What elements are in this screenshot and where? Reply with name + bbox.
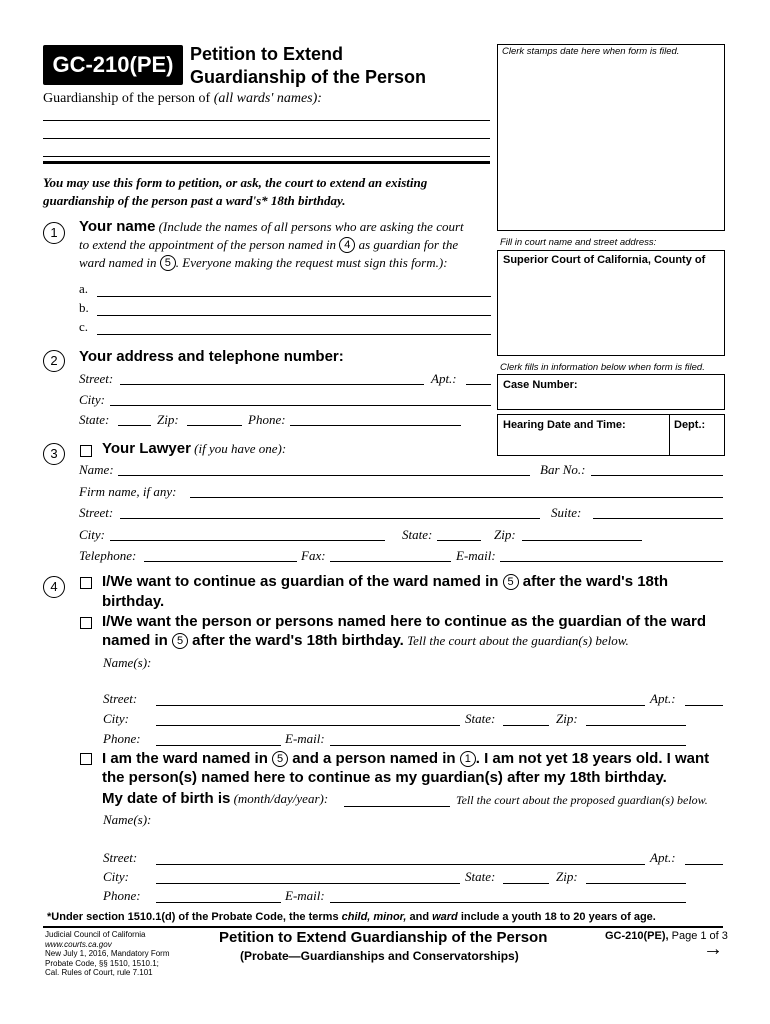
s3-fax-label: Fax: — [301, 548, 326, 563]
footnote: *Under section 1510.1(d) of the Probate Code, the terms child, minor, and ward include a youth 18 to 20 years of age. — [47, 911, 656, 923]
section-1-instruction-2: to extend the appointment of the person named in 4 as guardian for the — [79, 237, 459, 252]
opt3-phone-label: Phone: — [103, 888, 141, 903]
hearing-dept-divider — [669, 414, 670, 455]
opt3-state-label: State: — [465, 869, 496, 884]
dob-format: (month/day/year): — [230, 791, 329, 806]
option-2-text: I/We want the person or persons named here to continue as the guardian of the ward — [102, 613, 706, 630]
s3-bar-field[interactable] — [591, 475, 723, 476]
petitioner-c-label: c. — [79, 319, 89, 334]
s3-firm-field[interactable] — [190, 497, 723, 498]
s3-name-label: Name: — [79, 462, 114, 477]
s2-city-field[interactable] — [110, 405, 491, 406]
s3-state-label: State: — [402, 527, 433, 542]
opt2-email-label: E-mail: — [285, 731, 325, 746]
opt2-city-field[interactable] — [156, 725, 460, 726]
form-title-line2: Guardianship of the Person — [190, 67, 427, 87]
opt3-email-field[interactable] — [330, 902, 686, 903]
form-title-line1: Petition to Extend — [190, 44, 343, 64]
opt3-zip-field[interactable] — [586, 883, 686, 884]
s2-city-label: City: — [79, 392, 105, 407]
dept-label: Dept.: — [674, 419, 706, 431]
s2-zip-label: Zip: — [157, 412, 179, 427]
opt3-city-field[interactable] — [156, 883, 460, 884]
footer-subtitle: (Probate—Guardianships and Conservatorships) — [240, 949, 519, 963]
s3-state-field[interactable] — [437, 540, 481, 541]
ref-5-icon: 5 — [172, 633, 188, 649]
option-1-text-cont: birthday. — [102, 593, 165, 610]
section-3-heading-note: (if you have one): — [190, 441, 287, 456]
section-2-heading: Your address and telephone number: — [79, 348, 344, 365]
ref-5-icon: 5 — [160, 255, 176, 271]
s3-telephone-label: Telephone: — [79, 548, 137, 563]
s3-zip-label: Zip: — [494, 527, 516, 542]
option-3-text: I am the ward named in 5 and a person named in 1 . I am not yet 18 years old. I want — [102, 750, 710, 767]
clerk-stamp-box — [497, 44, 725, 231]
opt2-city-label: City: — [103, 711, 129, 726]
wards-name-line-2[interactable] — [43, 138, 490, 139]
section-1-heading — [79, 218, 464, 236]
section-3-number: 3 — [43, 443, 65, 465]
footer-probate-code: Probate Code, §§ 1510, 1510.1; — [45, 958, 159, 968]
s2-street-label: Street: — [79, 371, 114, 386]
header-divider — [43, 161, 490, 164]
opt3-names-label: Name(s): — [103, 812, 152, 827]
opt3-apt-field[interactable] — [685, 864, 723, 865]
section-1-number: 1 — [43, 222, 65, 244]
s3-suite-field[interactable] — [593, 518, 723, 519]
opt3-street-field[interactable] — [156, 864, 645, 865]
opt2-state-label: State: — [465, 711, 496, 726]
petitioner-a-label: a. — [79, 281, 89, 296]
footer-divider — [43, 926, 723, 928]
opt3-city-label: City: — [103, 869, 129, 884]
s3-suite-label: Suite: — [551, 505, 582, 520]
opt2-zip-label: Zip: — [556, 711, 578, 726]
dob-field[interactable] — [344, 806, 450, 807]
ref-4-icon: 4 — [339, 237, 355, 253]
footer-website[interactable]: www.courts.ca.gov — [45, 939, 112, 949]
footer-revision: New July 1, 2016, Mandatory Form — [45, 949, 170, 958]
section-1-heading-text: Your name — [79, 218, 156, 235]
s3-city-field[interactable] — [110, 540, 385, 541]
s2-phone-field[interactable] — [290, 425, 461, 426]
petitioner-c-field[interactable] — [97, 334, 491, 335]
wards-label-text: Guardianship of the person of — [43, 91, 214, 106]
wards-label-italic: (all wards' names): — [213, 91, 322, 106]
footer-citation — [45, 930, 170, 978]
option-1-text: I/We want to continue as guardian of the ward named in 5 after the ward's 18th — [102, 573, 669, 590]
petitioner-b-field[interactable] — [97, 315, 491, 316]
option-2-text-cont: named in 5 after the ward's 18th birthday. Tell the court about the guardian(s) below. — [102, 632, 629, 649]
section-3-heading — [102, 440, 286, 458]
option-1-checkbox[interactable] — [80, 577, 92, 589]
opt2-email-field[interactable] — [330, 745, 686, 746]
form-id-badge: GC-210(PE) — [43, 45, 183, 85]
opt2-zip-field[interactable] — [586, 725, 686, 726]
opt2-apt-field[interactable] — [685, 705, 723, 706]
petitioner-b-label: b. — [79, 300, 89, 315]
ref-5-icon: 5 — [272, 751, 288, 767]
opt2-phone-field[interactable] — [156, 745, 281, 746]
s3-zip-field[interactable] — [522, 540, 642, 541]
next-page-arrow-icon[interactable]: → — [703, 938, 723, 960]
clerk-stamp-note: Clerk stamps date here when form is filed. — [502, 46, 680, 57]
option-2-checkbox[interactable] — [80, 617, 92, 629]
clerk-fills-note: Clerk fills in information below when form is filed. — [500, 362, 705, 373]
court-name-label: Superior Court of California, County of — [503, 254, 706, 266]
opt3-street-label: Street: — [103, 850, 138, 865]
wards-name-line-1[interactable] — [43, 120, 490, 121]
s3-bar-label: Bar No.: — [540, 462, 586, 477]
opt3-phone-field[interactable] — [156, 902, 281, 903]
section-2-number: 2 — [43, 350, 65, 372]
opt3-apt-label: Apt.: — [650, 850, 676, 865]
ref-5-icon: 5 — [503, 574, 519, 590]
opt3-state-field[interactable] — [503, 883, 549, 884]
footer-title: Petition to Extend Guardianship of the Person — [219, 929, 548, 946]
court-fill-note: Fill in court name and street address: — [500, 237, 657, 248]
wards-label — [43, 91, 322, 107]
s3-street-label: Street: — [79, 505, 114, 520]
section-1-instruction-1: (Include the names of all persons who are asking the court — [155, 219, 464, 234]
s2-phone-label: Phone: — [248, 412, 286, 427]
s3-telephone-field[interactable] — [144, 561, 297, 562]
opt2-street-label: Street: — [103, 691, 138, 706]
footer-form-id: GC-210(PE), — [605, 930, 669, 942]
opt3-email-label: E-mail: — [285, 888, 325, 903]
petitioner-a-field[interactable] — [97, 296, 491, 297]
lawyer-checkbox[interactable] — [80, 445, 92, 457]
s2-zip-field[interactable] — [187, 425, 242, 426]
s3-email-field[interactable] — [500, 561, 723, 562]
opt2-phone-label: Phone: — [103, 731, 141, 746]
opt2-apt-label: Apt.: — [650, 691, 676, 706]
footer-rules: Cal. Rules of Court, rule 7.101 — [45, 968, 153, 977]
s2-apt-label: Apt.: — [431, 371, 457, 386]
intro-text: You may use this form to petition, or ask, the court to extend an existing guardianship of the person past a ward's* 18th birthday. — [43, 175, 428, 208]
opt2-street-field[interactable] — [156, 705, 645, 706]
s3-fax-field[interactable] — [330, 561, 451, 562]
s3-firm-label: Firm name, if any: — [79, 484, 177, 499]
opt3-zip-label: Zip: — [556, 869, 578, 884]
s3-city-label: City: — [79, 527, 105, 542]
hearing-label: Hearing Date and Time: — [503, 419, 626, 431]
s2-state-field[interactable] — [118, 425, 151, 426]
s2-state-label: State: — [79, 412, 110, 427]
opt2-state-field[interactable] — [503, 725, 549, 726]
dob-label: My date of birth is — [102, 790, 231, 807]
s3-name-field[interactable] — [118, 475, 530, 476]
case-number-label: Case Number: — [503, 379, 578, 391]
option-3-checkbox[interactable] — [80, 753, 92, 765]
footer-council: Judicial Council of California — [45, 930, 146, 939]
ref-1-icon: 1 — [460, 751, 476, 767]
footer-page-number: Page 1 of 3 — [668, 930, 728, 942]
s2-apt-field[interactable] — [466, 384, 491, 385]
s3-street-field[interactable] — [120, 518, 540, 519]
s3-email-label: E-mail: — [456, 548, 496, 563]
section-4-number: 4 — [43, 576, 65, 598]
dob-tell-note: Tell the court about the proposed guardian(s) below. — [456, 793, 708, 807]
dob-row — [102, 790, 328, 808]
s2-street-field[interactable] — [120, 384, 424, 385]
wards-name-line-3[interactable] — [43, 156, 490, 157]
option-3-text-cont: the person(s) named here to continue as my guardian(s) after my 18th birthday. — [102, 769, 667, 786]
section-3-heading-text: Your Lawyer — [102, 440, 191, 457]
section-1-instruction-3: ward named in 5 . Everyone making the request must sign this form.): — [79, 255, 448, 270]
opt2-names-label: Name(s): — [103, 655, 152, 670]
